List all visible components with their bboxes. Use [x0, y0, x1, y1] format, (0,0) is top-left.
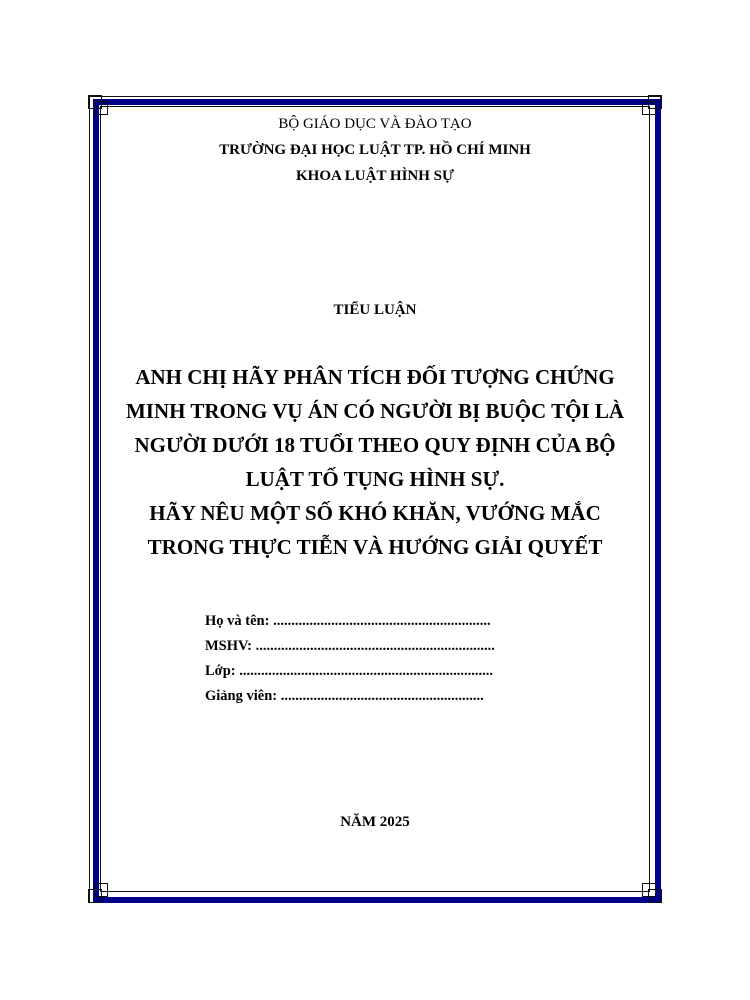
- info-blank: ........................................................: [280, 688, 484, 704]
- info-field-class: [205, 663, 493, 680]
- title-line-2: MINH TRONG VỤ ÁN CÓ NGƯỜI BỊ BUỘC TỘI LÀ: [125, 399, 625, 423]
- title-line-3: NGƯỜI DƯỚI 18 TUỔI THEO QUY ĐỊNH CỦA BỘ: [134, 433, 616, 457]
- info-blank: ..................................................................: [255, 638, 495, 654]
- faculty-name: KHOA LUẬT HÌNH SỰ: [296, 168, 454, 184]
- info-label: Giảng viên:: [205, 688, 278, 704]
- year: NĂM 2025: [340, 814, 410, 830]
- document-type: TIỂU LUẬN: [333, 302, 417, 318]
- title-line-1: ANH CHỊ HÃY PHÂN TÍCH ĐỐI TƯỢNG CHỨNG: [135, 365, 615, 389]
- info-field-name: [205, 613, 491, 630]
- ministry-name: BỘ GIÁO DỤC VÀ ĐÀO TẠO: [278, 116, 472, 132]
- university-name: TRƯỜNG ĐẠI HỌC LUẬT TP. HỒ CHÍ MINH: [219, 142, 531, 158]
- info-blank: ............................................................: [273, 613, 491, 629]
- info-label: MSHV:: [205, 638, 252, 654]
- cover-page-content: [100, 100, 650, 900]
- title-line-4: LUẬT TỐ TỤNG HÌNH SỰ.: [245, 467, 505, 491]
- info-blank: ......................................................................: [239, 663, 493, 679]
- info-label: Lớp:: [205, 663, 236, 679]
- title-line-5: HÃY NÊU MỘT SỐ KHÓ KHĂN, VƯỚNG MẮC: [149, 501, 601, 525]
- info-label: Họ và tên:: [205, 613, 270, 629]
- title-line-6: TRONG THỰC TIỄN VÀ HƯỚNG GIẢI QUYẾT: [147, 535, 603, 559]
- info-field-student-id: [205, 638, 495, 655]
- info-field-lecturer: [205, 688, 484, 705]
